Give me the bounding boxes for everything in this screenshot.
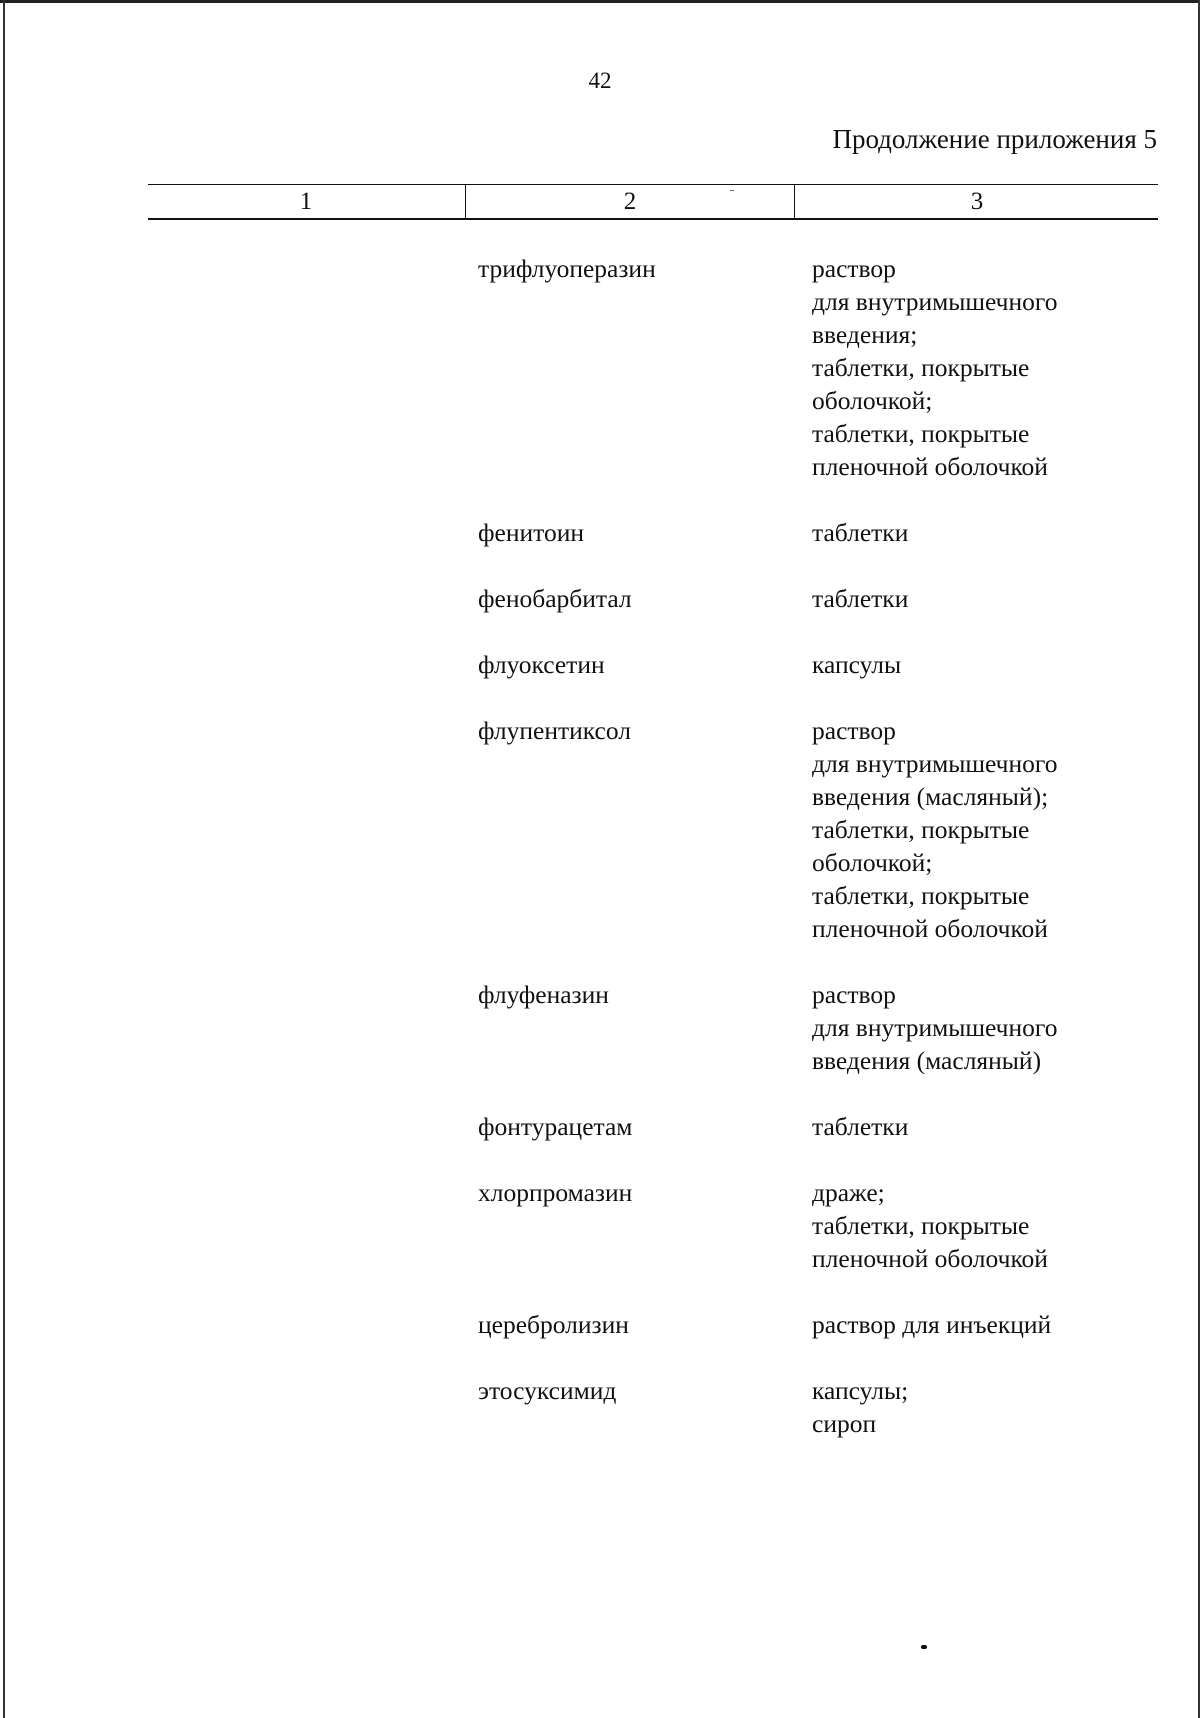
- dosage-form-line: таблетки, покрытые: [812, 815, 1030, 844]
- table-row: [0, 252, 1200, 516]
- dosage-form-line: таблетки, покрытые: [812, 353, 1030, 382]
- dosage-form-line: введения;: [812, 320, 918, 349]
- dosage-forms: [812, 714, 1172, 945]
- dosage-form-line: для внутримышечного: [812, 287, 1058, 316]
- table-row: [0, 1176, 1200, 1308]
- dosage-form-line: таблетки: [812, 518, 909, 547]
- column-header-1: 1: [299, 188, 313, 215]
- dosage-form-line: драже;: [812, 1178, 885, 1207]
- dosage-form-line: для внутримышечного: [812, 1013, 1058, 1042]
- table-row: [0, 1374, 1200, 1473]
- dosage-form-line: раствор: [812, 254, 896, 283]
- drug-name: флуоксетин: [478, 650, 605, 679]
- page-number: 42: [588, 68, 612, 93]
- dosage-forms: [812, 516, 1172, 549]
- dosage-forms: [812, 1374, 1172, 1440]
- dosage-form-line: раствор для инъекций: [812, 1310, 1052, 1339]
- drug-name: фенобарбитал: [478, 584, 632, 613]
- dosage-form-line: пленочной оболочкой: [812, 452, 1048, 481]
- drug-name: трифлуоперазин: [478, 254, 656, 283]
- dosage-form-line: для внутримышечного: [812, 749, 1058, 778]
- continuation-label: Продолжение приложения 5: [832, 124, 1157, 154]
- dosage-forms: [812, 978, 1172, 1077]
- dosage-form-line: оболочкой;: [812, 386, 933, 415]
- table-row: [0, 516, 1200, 582]
- drug-name: флупентиксол: [478, 716, 631, 745]
- dosage-form-line: введения (масляный);: [812, 782, 1049, 811]
- dosage-forms: [812, 648, 1172, 681]
- table-row: [0, 648, 1200, 714]
- dosage-form-line: таблетки: [812, 1112, 909, 1141]
- dosage-form-line: таблетки: [812, 584, 909, 613]
- dosage-form-line: таблетки, покрытые: [812, 1211, 1030, 1240]
- drug-name: фонтурацетам: [478, 1112, 633, 1141]
- dosage-form-line: капсулы;: [812, 1376, 909, 1405]
- table-row: [0, 714, 1200, 978]
- scan-mark: [730, 190, 734, 191]
- drug-name: фенитоин: [478, 518, 584, 547]
- dosage-form-line: капсулы: [812, 650, 902, 679]
- table-row: [0, 1110, 1200, 1176]
- table-rule-bottom: [148, 218, 1158, 220]
- dosage-forms: [812, 582, 1172, 615]
- dosage-form-line: сироп: [812, 1409, 877, 1438]
- dosage-forms: [812, 252, 1172, 483]
- column-header-2: 2: [465, 185, 794, 218]
- dosage-forms: [812, 1308, 1172, 1341]
- dosage-form-line: введения (масляный): [812, 1046, 1042, 1075]
- scan-edge-top: [0, 0, 1200, 3]
- table-body: [0, 252, 1200, 1473]
- drug-name: этосуксимид: [478, 1376, 617, 1405]
- dosage-form-line: пленочной оболочкой: [812, 914, 1048, 943]
- table-header: [148, 184, 1158, 220]
- drug-name: флуфеназин: [478, 980, 609, 1009]
- column-header-3: 3: [794, 185, 1159, 218]
- table-row: [0, 582, 1200, 648]
- table-row: [0, 978, 1200, 1110]
- dosage-form-line: пленочной оболочкой: [812, 1244, 1048, 1273]
- drug-name: хлорпромазин: [478, 1178, 633, 1207]
- dosage-form-line: таблетки, покрытые: [812, 419, 1030, 448]
- dosage-form-line: таблетки, покрытые: [812, 881, 1030, 910]
- scan-speck: [921, 1645, 927, 1649]
- dosage-form-line: раствор: [812, 980, 896, 1009]
- table-row: [0, 1308, 1200, 1374]
- dosage-form-line: раствор: [812, 716, 896, 745]
- dosage-forms: [812, 1110, 1172, 1143]
- dosage-form-line: оболочкой;: [812, 848, 933, 877]
- dosage-forms: [812, 1176, 1172, 1275]
- drug-name: церебролизин: [478, 1310, 629, 1339]
